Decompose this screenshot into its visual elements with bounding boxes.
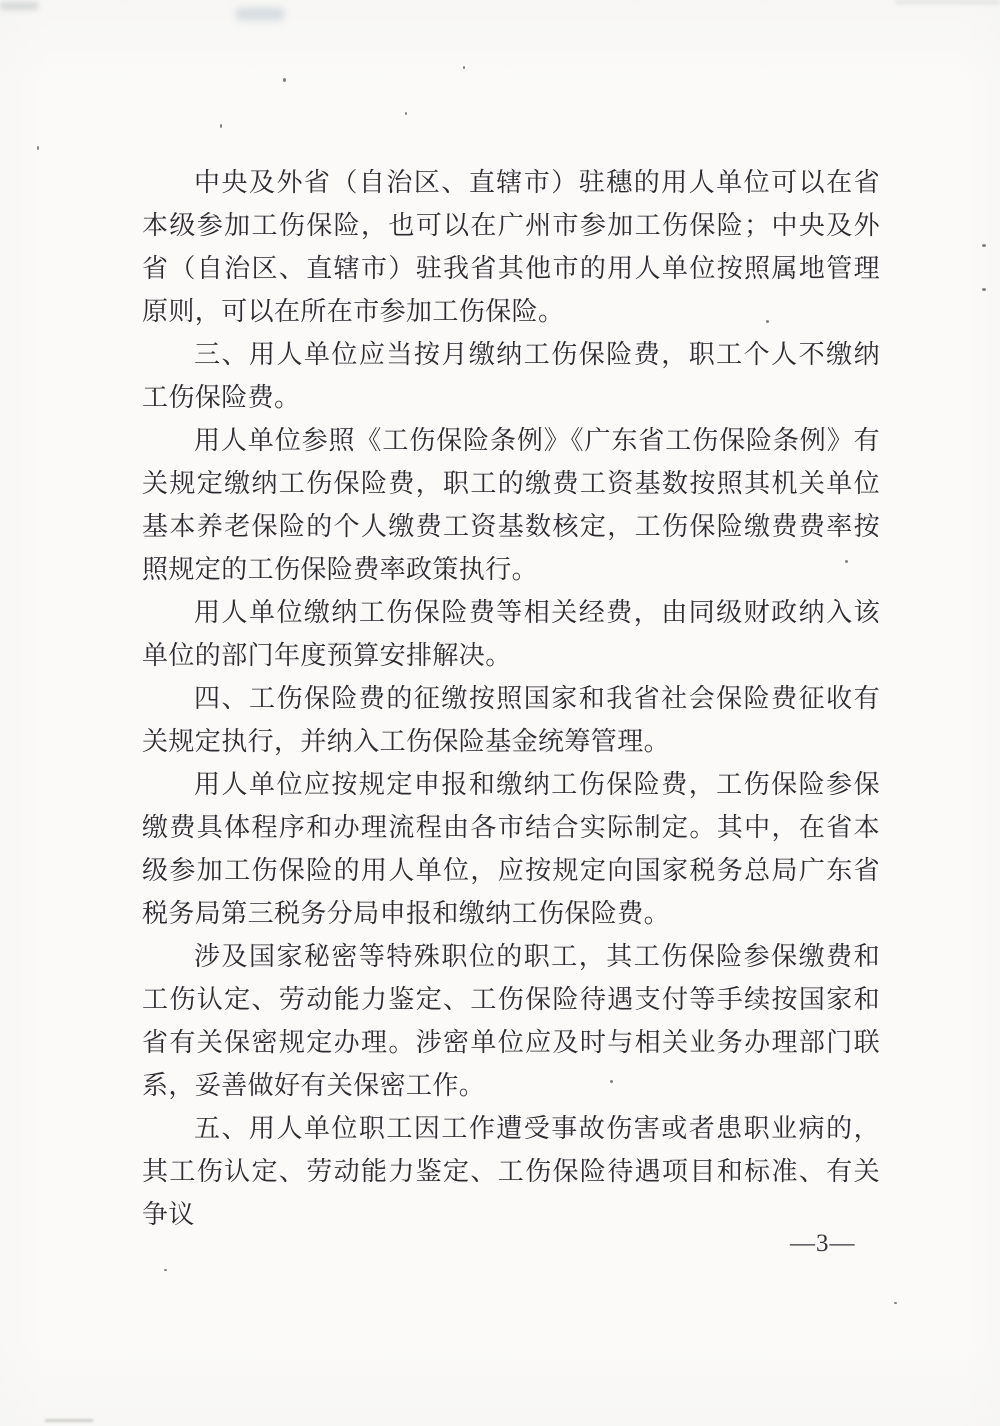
scan-speck (405, 112, 407, 115)
paragraph-payment-base: 用人单位参照《工伤保险条例》《广东省工伤保险条例》有关规定缴纳工伤保险费，职工的缴费工资基数按照其机关单位基本养老保险的个人缴费工资基数核定，工伤保险缴费费率按照规定的工伤保险费率政策执行。 (142, 426, 880, 584)
scan-speck (164, 1269, 167, 1271)
paragraph-item-five: 五、用人单位职工因工作遭受事故伤害或者患职业病的，其工伤认定、劳动能力鉴定、工伤保险待遇项目和标准、有关争议 (142, 1114, 880, 1229)
scan-speck (37, 146, 39, 150)
paragraph-item-three: 三、用人单位应当按月缴纳工伤保险费，职工个人不缴纳工伤保险费。 (142, 340, 880, 412)
scan-speck (463, 66, 465, 69)
scan-speck (982, 244, 986, 247)
scan-smudge (236, 8, 284, 20)
paragraph-item-four: 四、工伤保险费的征缴按照国家和我省社会保险费征收有关规定执行，并纳入工伤保险基金统筹管理。 (142, 684, 880, 756)
scan-speck (982, 288, 986, 291)
scan-speck (283, 78, 286, 82)
document-body-text (142, 161, 880, 1236)
scan-edge-shade (895, 0, 1000, 4)
paragraph-state-secrets: 涉及国家秘密等特殊职位的职工，其工伤保险参保缴费和工伤认定、劳动能力鉴定、工伤保险待遇支付等手续按国家和省有关保密规定办理。涉密单位应及时与相关业务办理部门联系，妥善做好有关保密工作。 (142, 942, 880, 1100)
scan-artifact-line (45, 1419, 93, 1422)
paragraph-declaration-procedure: 用人单位应按规定申报和缴纳工伤保险费，工伤保险参保缴费具体程序和办理流程由各市结合实际制定。其中，在省本级参加工伤保险的用人单位，应按规定向国家税务总局广东省税务局第三税务分局申报和缴纳工伤保险费。 (142, 770, 880, 928)
page-number: —3— (790, 1230, 856, 1257)
scan-speck (220, 124, 222, 128)
scan-speck (894, 1302, 897, 1304)
paragraph-budget-funds: 用人单位缴纳工伤保险费等相关经费，由同级财政纳入该单位的部门年度预算安排解决。 (142, 598, 880, 670)
scan-corner-shade (0, 2, 38, 10)
paragraph-central-units: 中央及外省（自治区、直辖市）驻穗的用人单位可以在省本级参加工伤保险，也可以在广州市参加工伤保险；中央及外省（自治区、直辖市）驻我省其他市的用人单位按照属地管理原则，可以在所在市参加工伤保险。 (142, 168, 880, 326)
